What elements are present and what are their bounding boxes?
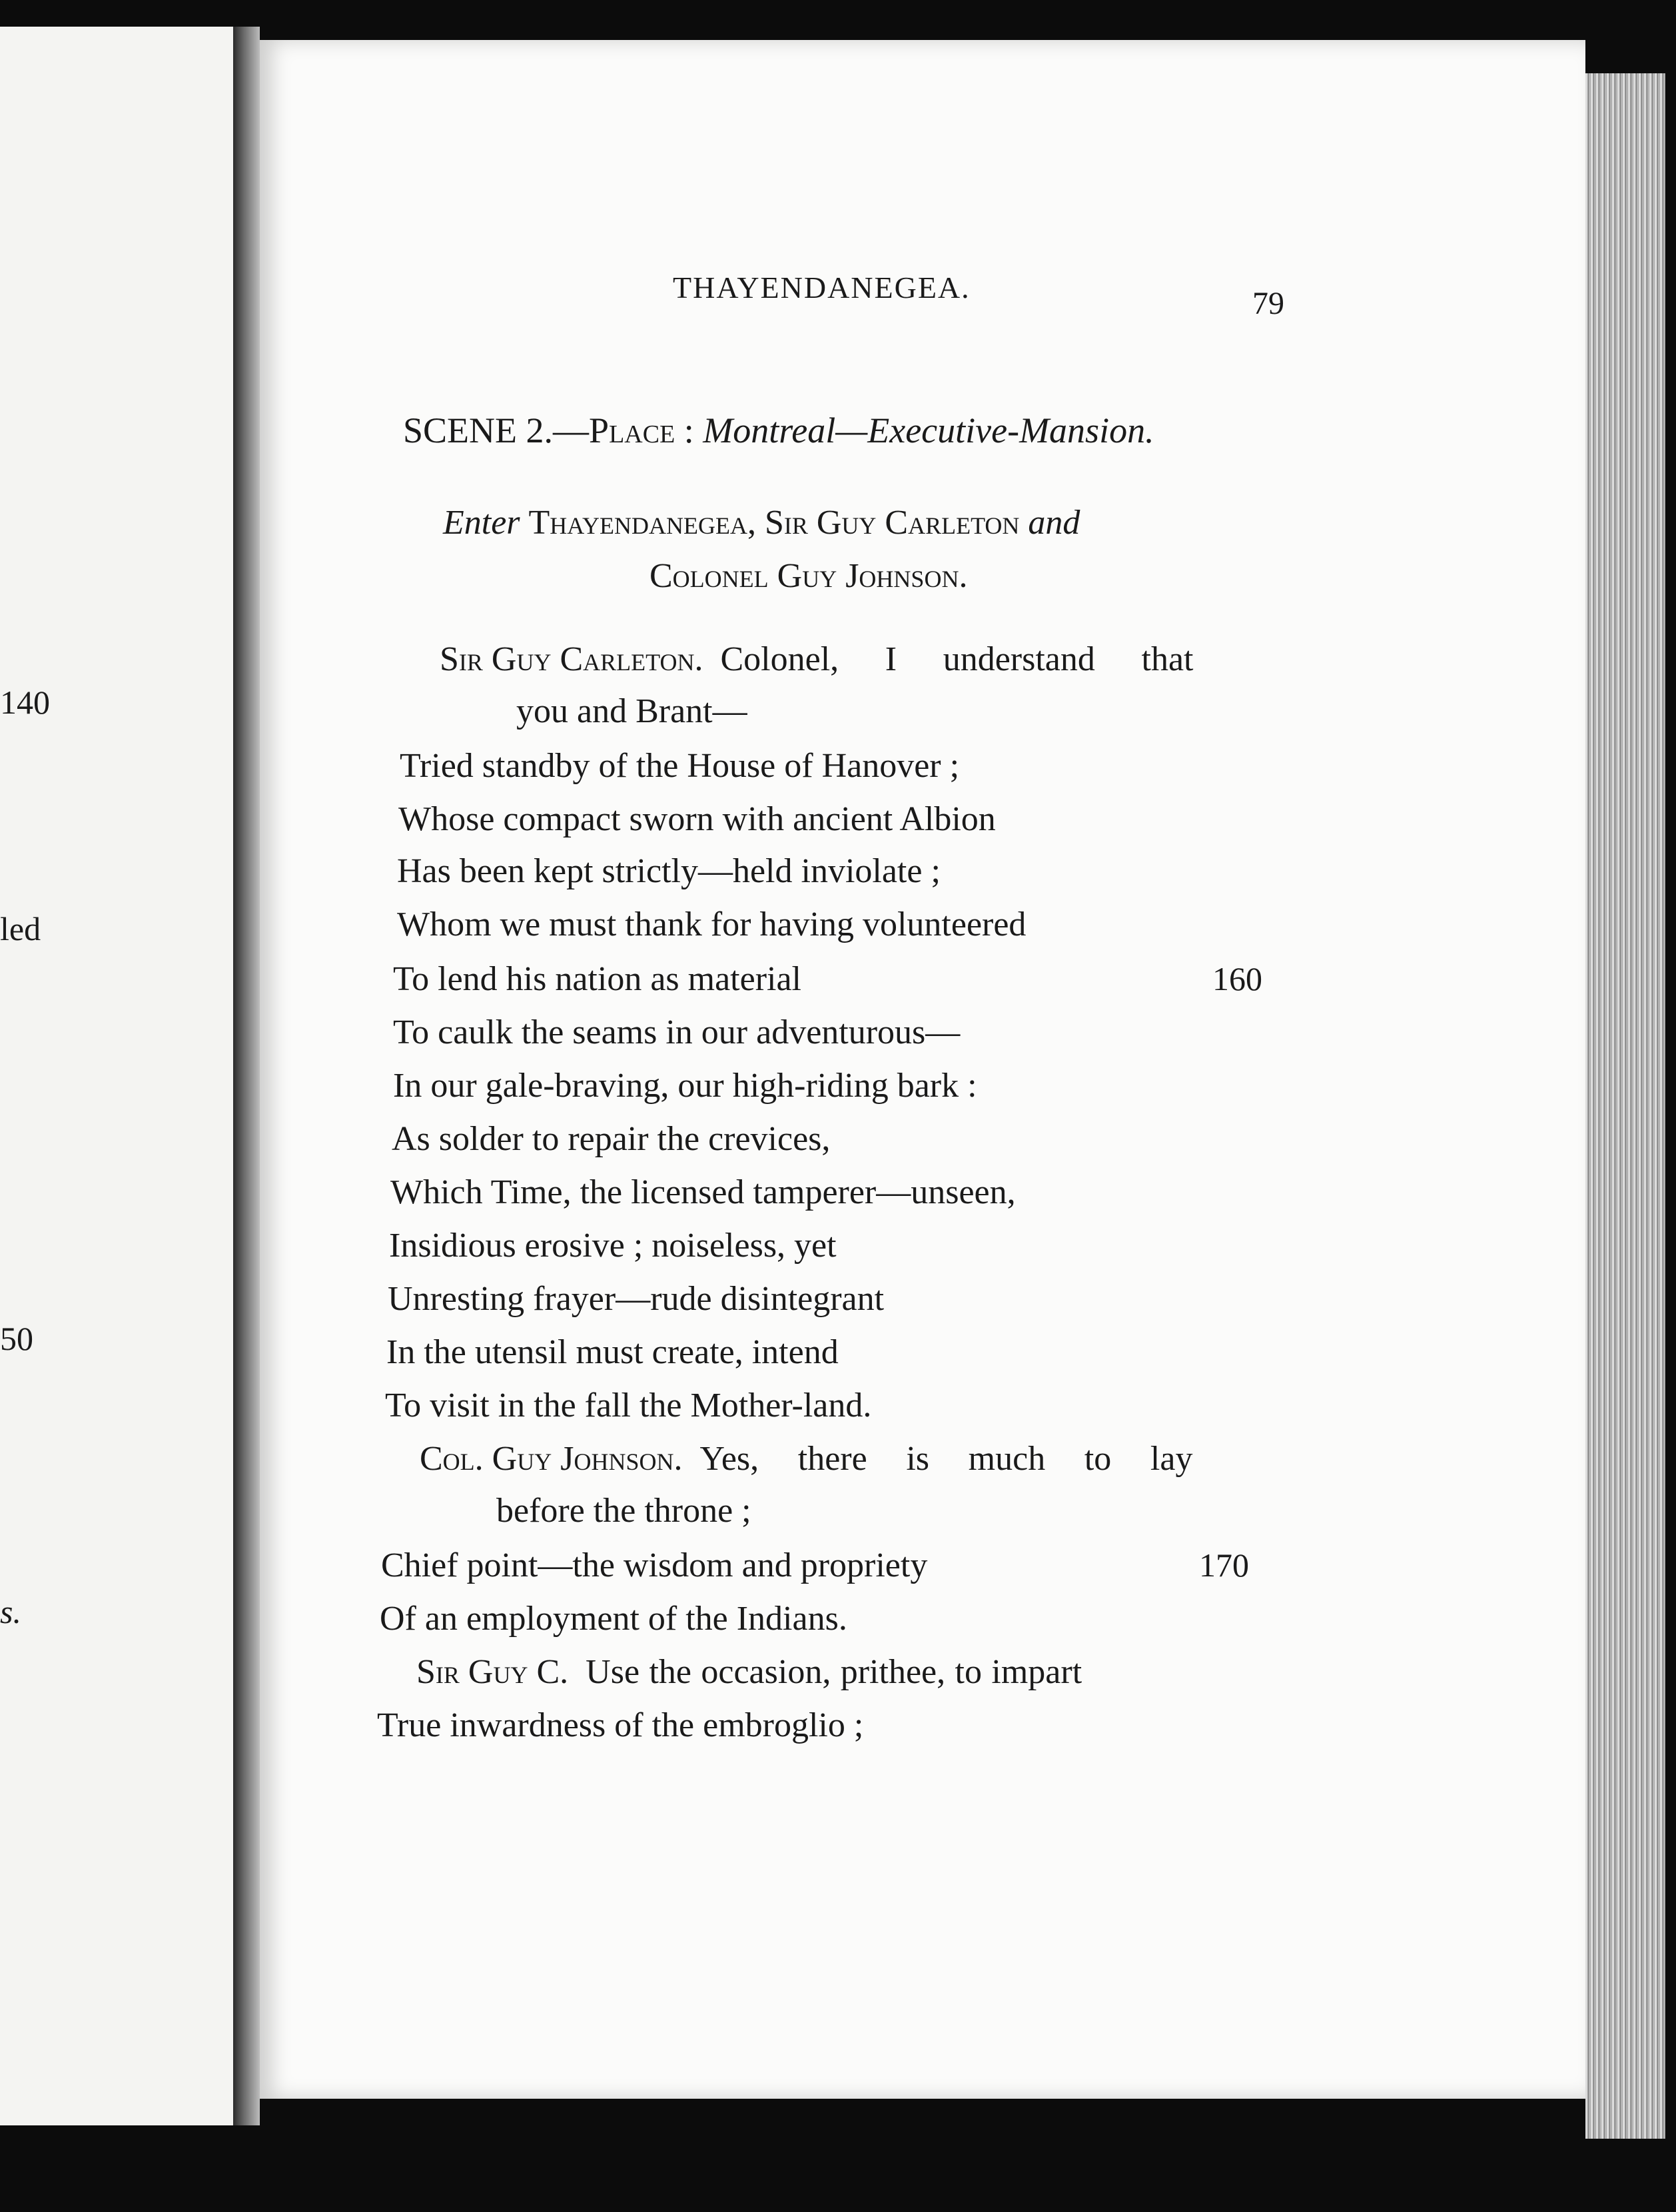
line-text: before the throne ; <box>496 1492 751 1530</box>
line-text: Of an employment of the Indians. <box>380 1600 847 1638</box>
verse-line <box>393 959 801 999</box>
line-text: Whose compact sworn with ancient Albion <box>398 800 996 838</box>
line-text: Tried standby of the House of Hanover ; <box>400 747 960 785</box>
verse-line <box>392 1119 830 1159</box>
stage-persons: Thayendanegea, Sir Guy Carleton <box>528 504 1020 542</box>
verse-line <box>389 1226 837 1265</box>
line-text: Unresting frayer—rude disintegrant <box>388 1280 885 1318</box>
line-text: In our gale-braving, our high-riding bark : <box>393 1067 977 1105</box>
line-text: To caulk the seams in our adventurous— <box>393 1013 961 1051</box>
scene-label: SCENE 2.— <box>403 410 590 450</box>
verse-line <box>386 1333 839 1372</box>
line-text: Yes, there is much to lay <box>699 1440 1193 1478</box>
speech-line <box>420 1439 1192 1478</box>
line-text: In the utensil must create, intend <box>386 1333 839 1371</box>
line-text: Whom we must thank for having volunteered <box>397 905 1027 943</box>
left-page-fragment: 140 <box>0 684 50 721</box>
verse-line <box>390 1173 1016 1212</box>
place-label: Place : <box>589 410 694 450</box>
left-page-fragment: s. <box>0 1593 21 1630</box>
verse-line <box>393 1066 977 1105</box>
left-page-fragment: 50 <box>0 1320 33 1357</box>
line-text: Insidious erosive ; noiseless, yet <box>389 1227 837 1265</box>
line-text: Use the occasion, prithee, to impart <box>586 1653 1082 1691</box>
line-number: 160 <box>1212 960 1262 997</box>
place-name: Montreal—Executive-Mansion. <box>703 410 1154 450</box>
scene-heading <box>403 410 1154 451</box>
line-text: As solder to repair the crevices, <box>392 1120 831 1158</box>
book-gutter <box>233 27 260 2125</box>
line-text: Colonel, I understand that <box>720 640 1194 678</box>
stage-direction-line-1 <box>443 503 1080 542</box>
line-text: you and Brant— <box>516 692 747 730</box>
speaker-name: Col. Guy Johnson. <box>420 1440 683 1478</box>
line-text: To lend his nation as material <box>393 960 801 998</box>
verse-line <box>516 692 747 731</box>
line-text: Has been kept strictly—held inviolate ; <box>397 852 941 890</box>
line-text: Which Time, the licensed tamperer—unseen, <box>390 1173 1016 1211</box>
verse-line <box>496 1491 751 1530</box>
line-text: True inwardness of the embroglio ; <box>377 1706 864 1744</box>
left-page-fragment: led <box>0 910 41 947</box>
verse-line <box>380 1599 847 1638</box>
verse-line <box>393 1013 960 1052</box>
verse-line <box>400 746 959 786</box>
speaker-name: Sir Guy Carleton. <box>440 640 703 678</box>
previous-page <box>0 27 233 2125</box>
enter-word: Enter <box>443 504 520 542</box>
stage-direction-line-2: Colonel Guy Johnson. <box>649 557 968 595</box>
speech-line <box>440 640 1193 679</box>
verse-line <box>381 1546 927 1585</box>
running-title: THAYENDANEGEA. <box>673 271 971 304</box>
verse-line <box>388 1279 884 1319</box>
verse-line <box>397 851 941 891</box>
verse-line <box>397 905 1026 944</box>
verse-line <box>385 1386 871 1425</box>
page-edges <box>1585 73 1665 2139</box>
verse-line <box>377 1706 863 1745</box>
line-text: To visit in the fall the Mother-land. <box>385 1386 872 1424</box>
verse-line <box>398 800 996 839</box>
speaker-name: Sir Guy C. <box>416 1653 569 1691</box>
line-number: 170 <box>1199 1546 1249 1584</box>
page-number: 79 <box>1252 286 1284 321</box>
speech-line <box>416 1652 1082 1692</box>
and-word: and <box>1028 504 1080 542</box>
line-text: Chief point—the wisdom and propriety <box>381 1546 928 1584</box>
